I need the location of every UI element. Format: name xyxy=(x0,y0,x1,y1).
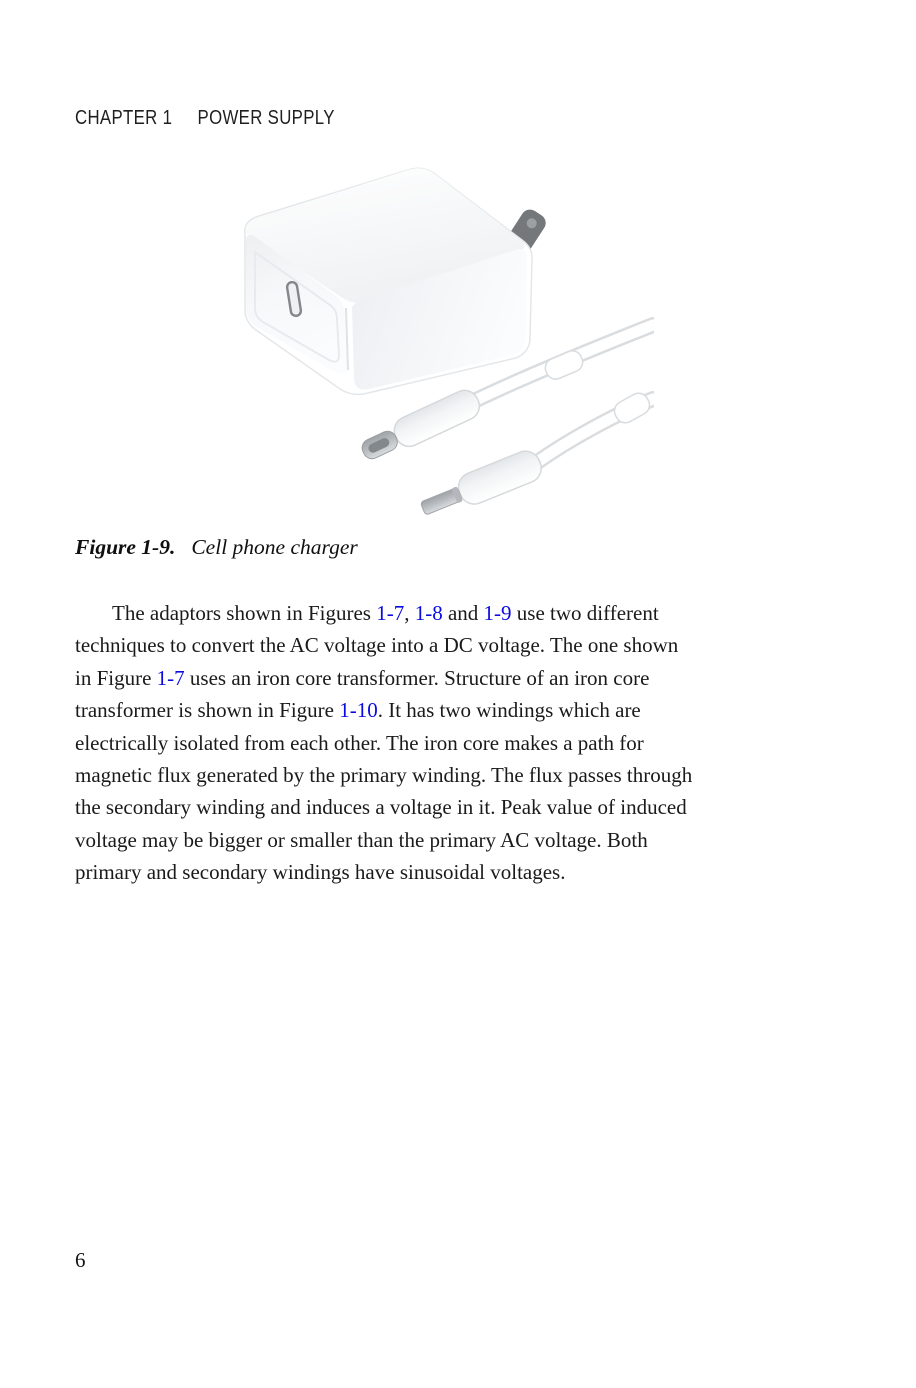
figure-xref-link[interactable]: 1-7 xyxy=(156,665,185,690)
paragraph-line xyxy=(75,597,815,629)
text-run: The adaptors shown in Figures xyxy=(112,601,377,625)
paragraph-line xyxy=(75,824,815,856)
text-run: magnetic flux generated by the primary winding. The flux passes through xyxy=(75,763,693,788)
paragraph-line xyxy=(75,662,815,694)
figure-xref-link[interactable]: 1-10 xyxy=(339,698,378,723)
body-paragraph xyxy=(75,597,815,889)
figure-xref-link[interactable]: 1-8 xyxy=(414,601,443,625)
paragraph-line xyxy=(75,727,815,759)
text-run: , xyxy=(404,601,415,625)
paragraph-line xyxy=(75,791,815,823)
running-header xyxy=(75,107,335,130)
paragraph-line xyxy=(75,629,815,661)
text-run: . It has two windings which are xyxy=(377,698,641,723)
charger-photo xyxy=(228,162,654,522)
charger-body xyxy=(245,168,532,394)
figure-xref-link[interactable]: 1-7 xyxy=(376,601,405,625)
usb-c-connector xyxy=(357,386,484,466)
text-run: voltage may be bigger or smaller than the primary AC voltage. Both xyxy=(75,827,648,852)
text-run: electrically isolated from each other. The iron core makes a path for xyxy=(75,730,644,755)
text-run: transformer is shown in Figure xyxy=(75,698,340,723)
figure-xref-link[interactable]: 1-9 xyxy=(483,601,512,625)
text-run: and xyxy=(442,601,484,625)
text-run: in Figure xyxy=(75,665,157,690)
paragraph-line xyxy=(75,856,815,888)
text-run: uses an iron core transformer. Structure of an iron core xyxy=(184,665,650,690)
figure-label: Figure 1-9. xyxy=(75,535,176,559)
text-run: techniques to convert the AC voltage into a DC voltage. The one shown xyxy=(75,633,679,658)
paragraph-line xyxy=(75,759,815,791)
lightning-connector xyxy=(417,447,546,522)
chapter-title: POWER SUPPLY xyxy=(197,107,335,129)
text-run: the secondary winding and induces a voltage in it. Peak value of induced xyxy=(75,795,687,820)
chapter-label: CHAPTER 1 xyxy=(75,107,173,129)
text-run: use two different xyxy=(511,601,659,625)
figure-caption xyxy=(75,535,358,560)
figure-caption-text: Cell phone charger xyxy=(191,535,358,559)
cable-ferrule xyxy=(542,348,585,382)
text-run: primary and secondary windings have sinusoidal voltages. xyxy=(75,860,566,885)
charger-illustration xyxy=(228,162,654,522)
paragraph-line xyxy=(75,694,815,726)
page-number: 6 xyxy=(75,1248,86,1272)
